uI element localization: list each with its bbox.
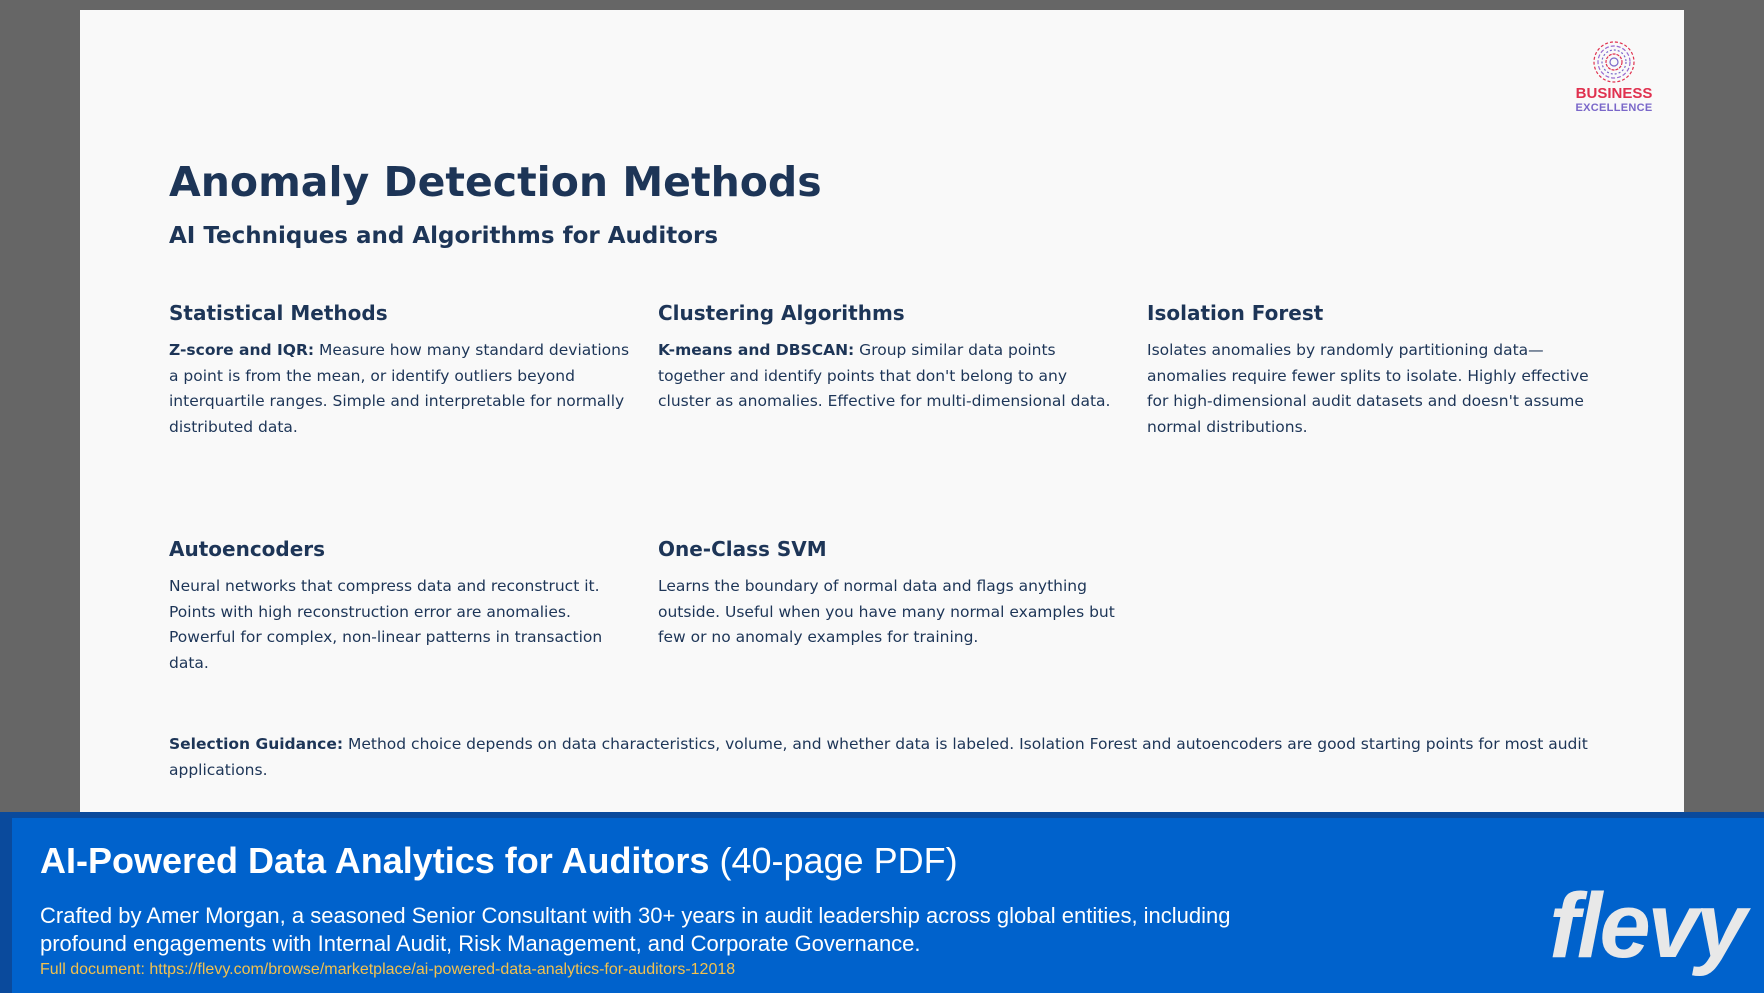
card-body — [658, 574, 1120, 651]
card-text: Isolates anomalies by randomly partitioning data—anomalies require fewer splits to isolate. Highly effective for high-dimensional audit datasets and doesn't assume normal distributions. — [1147, 341, 1589, 436]
guidance-lead: Selection Guidance: — [169, 735, 344, 753]
card-text: Learns the boundary of normal data and flags anything outside. Useful when you have many normal examples but few or no anomaly examples for training. — [658, 577, 1115, 646]
banner-title-suffix: (40-page PDF) — [709, 840, 958, 881]
card-statistical-methods — [169, 300, 631, 440]
business-excellence-logo — [1574, 40, 1654, 115]
card-isolation-forest — [1147, 300, 1609, 440]
card-text: Measure how many standard deviations a point is from the mean, or identify outliers beyond interquartile ranges. Simple and interpretable for normally distributed data. — [169, 341, 630, 436]
card-heading: Clustering Algorithms — [658, 301, 905, 325]
page-title: Anomaly Detection Methods — [169, 158, 822, 206]
card-lead: K-means and DBSCAN: — [658, 341, 855, 359]
card-body — [1147, 338, 1609, 440]
card-body — [658, 338, 1120, 415]
banner-description: Crafted by Amer Morgan, a seasoned Senior Consultant with 30+ years in audit leadership across global entities, including profound engagements with Internal Audit, Risk Management, and Corporate Governance. — [40, 903, 1231, 956]
slide — [80, 10, 1684, 812]
link-label: Full document: — [40, 961, 150, 978]
card-lead: Z-score and IQR: — [169, 341, 315, 359]
card-body — [169, 574, 631, 676]
card-heading: One-Class SVM — [658, 537, 827, 561]
logo-line-2: EXCELLENCE — [1575, 102, 1653, 114]
flevy-logo[interactable]: flevy — [1549, 875, 1744, 977]
guidance-text: Method choice depends on data characteristics, volume, and whether data is labeled. Isolation Forest and autoencoders are good starting points for most audit applications. — [169, 735, 1588, 779]
page-subtitle: AI Techniques and Algorithms for Auditors — [169, 223, 719, 249]
card-body — [169, 338, 631, 440]
selection-guidance — [169, 732, 1609, 783]
card-text: Group similar data points together and identify points that don't belong to any cluster as anomalies. Effective for multi-dimensional data. — [658, 341, 1111, 410]
card-heading: Statistical Methods — [169, 301, 388, 325]
card-heading: Autoencoders — [169, 537, 326, 561]
full-document-link[interactable] — [40, 961, 735, 979]
card-heading: Isolation Forest — [1147, 301, 1324, 325]
card-autoencoders — [169, 536, 631, 676]
promo-banner — [0, 812, 1764, 993]
fingerprint-icon — [1592, 40, 1636, 84]
logo-line-1: BUSINESS — [1575, 85, 1653, 102]
card-text: Neural networks that compress data and reconstruct it. Points with high reconstruction error are anomalies. Powerful for complex, non-linear patterns in transaction data. — [169, 577, 603, 672]
link-url[interactable]: https://flevy.com/browse/marketplace/ai-powered-data-analytics-for-auditors-12018 — [149, 961, 736, 978]
banner-title-main: AI-Powered Data Analytics for Auditors — [40, 840, 710, 881]
card-clustering-algorithms — [658, 300, 1120, 415]
card-one-class-svm — [658, 536, 1120, 651]
banner-title[interactable] — [40, 840, 958, 882]
